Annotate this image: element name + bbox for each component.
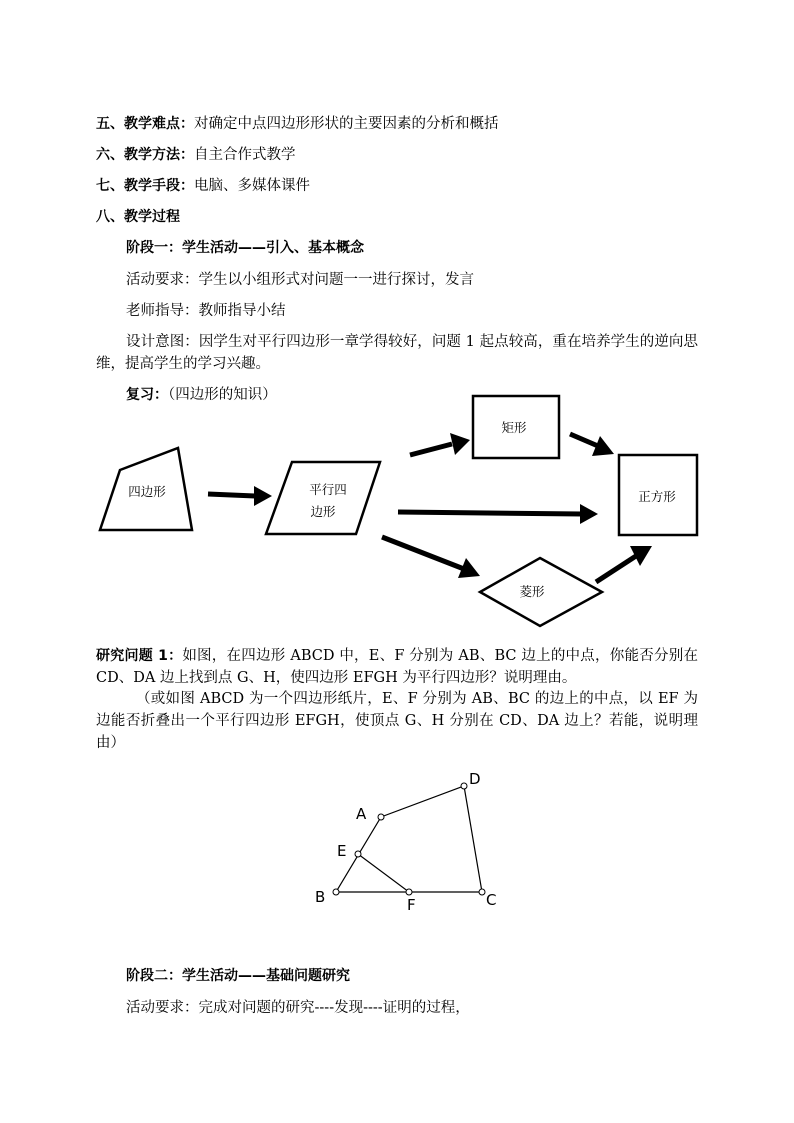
arrow-to-rectangle-head bbox=[450, 433, 470, 455]
problem1-paragraph bbox=[96, 645, 698, 689]
label-d: D bbox=[469, 770, 481, 788]
arrow-to-square-head bbox=[580, 504, 598, 524]
arrow-to-square-shaft bbox=[398, 512, 582, 514]
rectangle-label: 矩形 bbox=[501, 420, 527, 435]
arrow-rect-to-square-shaft bbox=[570, 434, 598, 446]
point-c bbox=[479, 889, 485, 895]
stage2-title: 阶段二：学生活动——基础问题研究 bbox=[126, 968, 350, 984]
problem1-alt: （或如图 ABCD 为一个四边形纸片，E、F 分别为 AB、BC 的边上的中点，以 EF 为边能否折叠出一个平行四边形 EFGH，使顶点 G、H 分别在 CD、DA 边上？若能，说明理由） bbox=[96, 691, 698, 751]
review-label: 复习： bbox=[126, 387, 168, 403]
review-text: （四边形的知识） bbox=[168, 387, 277, 403]
problem1-text: 如图，在四边形 ABCD 中，E、F 分别为 AB、BC 边上的中点，你能否分别在 CD、DA 边上找到点 G、H，使四边形 EFGH 为平行四边形？说明理由。 bbox=[96, 648, 698, 686]
quadrilateral-abcd bbox=[336, 786, 482, 892]
arrow-rhombus-to-square-shaft bbox=[596, 556, 636, 582]
stage1-requirement: 活动要求：学生以小组形式对问题一一进行探讨，发言 bbox=[126, 272, 474, 288]
stage2-requirement: 活动要求：完成对问题的研究----发现----证明的过程， bbox=[126, 1000, 470, 1016]
rhombus-label: 菱形 bbox=[519, 584, 545, 599]
method-text: 自主合作式教学 bbox=[194, 147, 296, 163]
arrow-to-rectangle-shaft bbox=[410, 444, 452, 455]
stage1-guidance: 老师指导：教师指导小结 bbox=[126, 303, 286, 319]
point-d bbox=[461, 783, 467, 789]
point-b bbox=[333, 889, 339, 895]
label-f: F bbox=[407, 896, 416, 914]
parallelogram-shape bbox=[266, 462, 380, 534]
stage1-title: 阶段一：学生活动——引入、基本概念 bbox=[126, 240, 364, 256]
difficulty-text: 对确定中点四边形形状的主要因素的分析和概括 bbox=[194, 116, 499, 132]
means-label: 七、教学手段： bbox=[96, 178, 194, 194]
difficulty-label: 五、教学难点： bbox=[96, 116, 194, 132]
arrow-to-rhombus-shaft bbox=[382, 537, 464, 569]
label-c: C bbox=[486, 891, 497, 909]
problem1-label: 研究问题 1： bbox=[96, 648, 183, 664]
process-label: 八、教学过程 bbox=[96, 209, 180, 225]
means-text: 电脑、多媒体课件 bbox=[194, 178, 310, 194]
point-e bbox=[355, 851, 361, 857]
quadrilateral-label: 四边形 bbox=[128, 484, 166, 499]
arrow-to-parallelogram-head bbox=[254, 486, 272, 506]
parallelogram-label-2: 边形 bbox=[310, 504, 336, 519]
point-a bbox=[378, 814, 384, 820]
label-e: E bbox=[337, 842, 347, 860]
point-f bbox=[406, 889, 412, 895]
segment-ef bbox=[358, 854, 409, 892]
arrow-to-parallelogram-shaft bbox=[208, 494, 256, 496]
label-a: A bbox=[356, 805, 367, 823]
parallelogram-label-1: 平行四 bbox=[309, 482, 347, 497]
method-label: 六、教学方法： bbox=[96, 147, 194, 163]
square-label: 正方形 bbox=[638, 489, 676, 504]
label-b: B bbox=[315, 888, 326, 906]
stage1-intent: 设计意图：因学生对平行四边形一章学得较好，问题 1 起点较高，重在培养学生的逆向思维，提高学生的学习兴趣。 bbox=[96, 334, 698, 372]
